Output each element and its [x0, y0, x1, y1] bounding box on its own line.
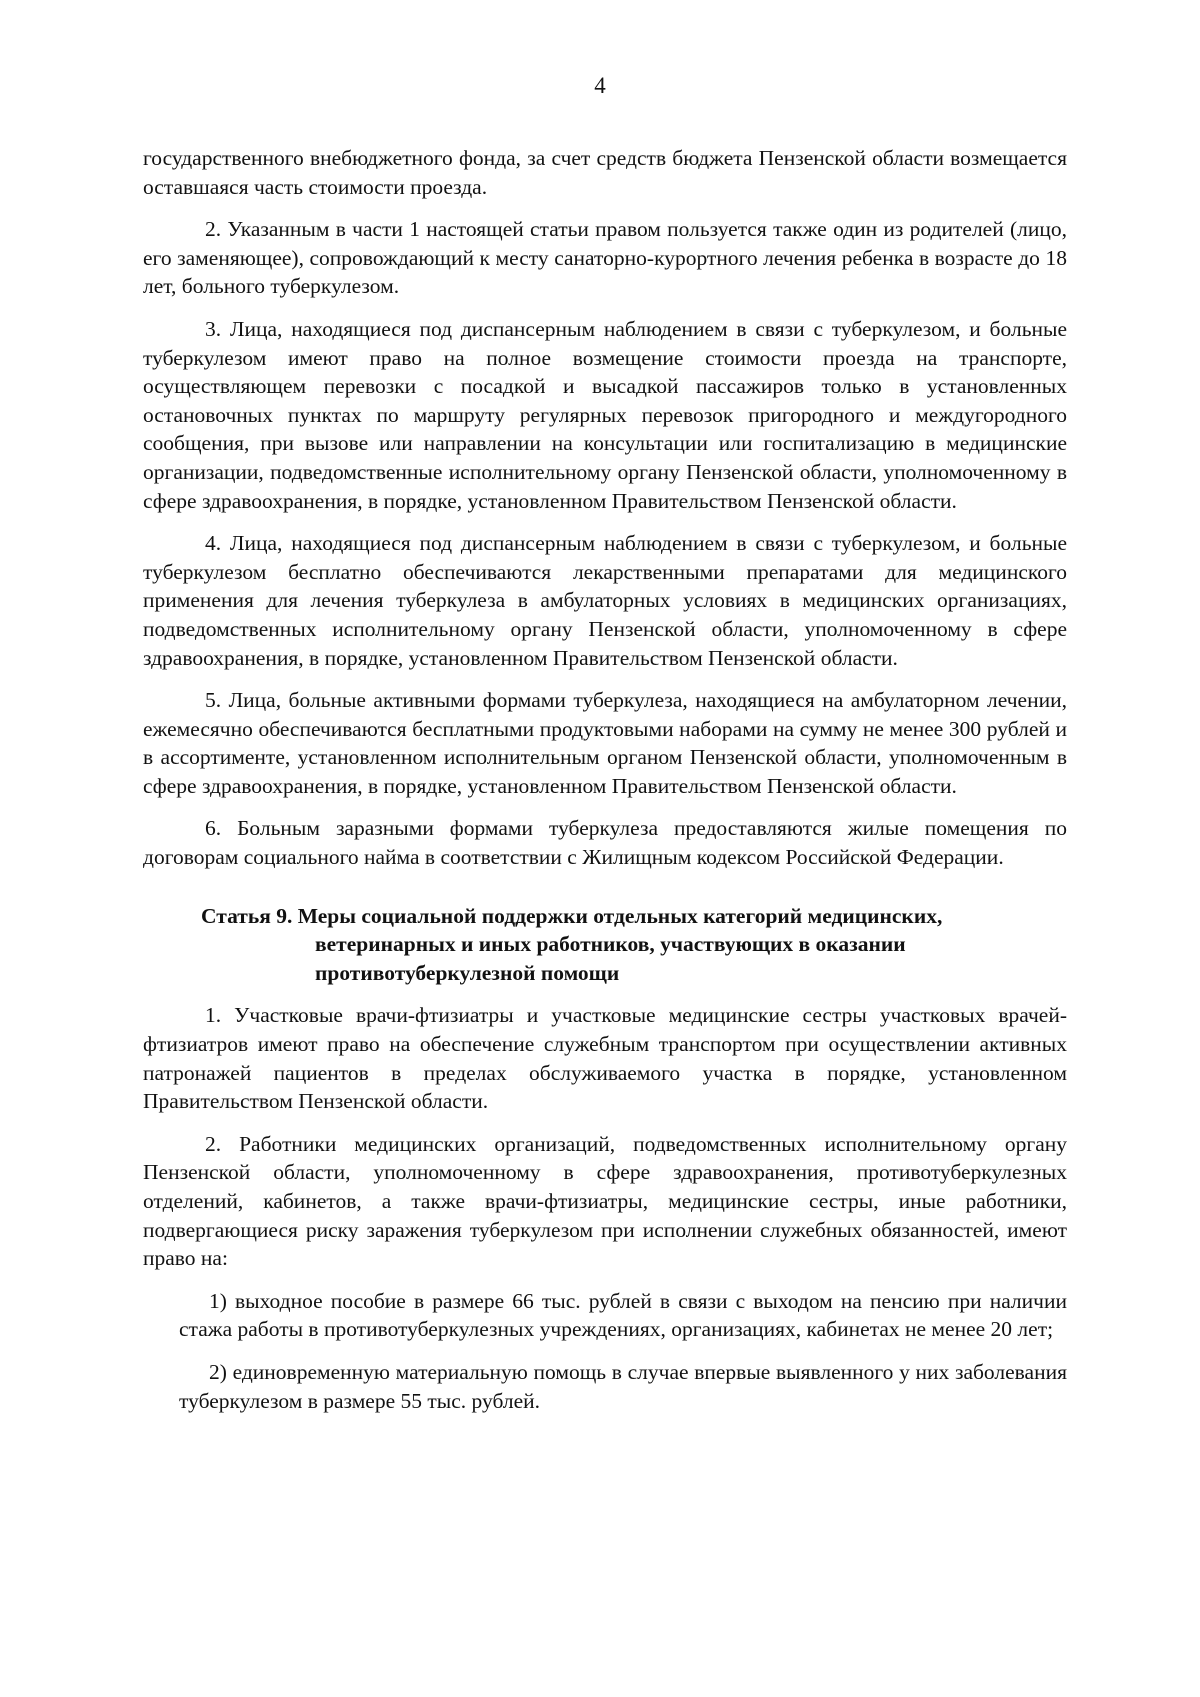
benefits-list [143, 1287, 1067, 1415]
paragraph-item-4: 4. Лица, находящиеся под диспансерным наблюдением в связи с туберкулезом, и больные туберкулезом бесплатно обеспечиваются лекарственными препаратами для медицинского применения для лечения туберкулеза в амбулаторных условиях в медицинских организациях, подведомственных исполнительному органу Пензенской области, уполномоченному в сфере здравоохранения, в порядке, установленном Правительством Пензенской области. [143, 531, 1067, 670]
paragraph-item-2: 2. Указанным в части 1 настоящей статьи правом пользуется также один из родителей (лицо, его заменяющее), сопровождающий к месту санаторно-курортного лечения ребенка в возрасте до 18 лет, больного туберкулезом. [143, 217, 1067, 299]
article-heading [143, 902, 1067, 988]
article-heading-line1: Статья 9. Меры социальной поддержки отдельных категорий медицинских, [201, 903, 943, 928]
paragraph-item-6: 6. Больным заразными формами туберкулеза предоставляются жилые помещения по договорам социального найма в соответствии с Жилищным кодексом Российской Федерации. [143, 816, 1067, 870]
list-item-2: 2) единовременную материальную помощь в случае впервые выявленного у них заболевания туберкулезом в размере 55 тыс. рублей. [179, 1359, 1067, 1413]
article-heading-rest: ветеринарных и иных работников, участвующих в оказании противотуберкулезной помощи [315, 932, 906, 985]
paragraph-item-3: 3. Лица, находящиеся под диспансерным наблюдением в связи с туберкулезом, и больные туберкулезом имеют право на полное возмещение стоимости проезда на транспорте, осуществляющем перевозки с посадкой и высадкой пассажиров только в установленных остановочных пунктах по маршруту регулярных перевозок пригородного и междугородного сообщения, при вызове или направлении на консультации или госпитализацию в медицинские организации, подведомственные исполнительному органу Пензенской области, уполномоченному в сфере здравоохранения, в порядке, установленном Правительством Пензенской области. [143, 316, 1067, 513]
list-item-1: 1) выходное пособие в размере 66 тыс. рублей в связи с выходом на пенсию при наличии стажа работы в противотуберкулезных учреждениях, организациях, кабинетах не менее 20 лет; [179, 1288, 1067, 1342]
article-paragraph-1: 1. Участковые врачи-фтизиатры и участковые медицинские сестры участковых врачей-фтизиатров имеют право на обеспечение служебным транспортом при осуществлении активных патронажей пациентов в пределах обслуживаемого участка в порядке, установленном Правительством Пензенской области. [143, 1003, 1067, 1114]
page-number: 4 [594, 73, 606, 98]
paragraph-item-5: 5. Лица, больные активными формами туберкулеза, находящиеся на амбулаторном лечении, ежемесячно обеспечиваются бесплатными продуктовыми наборами на сумму не менее 300 рублей и в ассортименте, установленном исполнительным органом Пензенской области, уполномоченным в сфере здравоохранения, в порядке, установленном Правительством Пензенской области. [143, 688, 1067, 798]
article-paragraph-2: 2. Работники медицинских организаций, подведомственных исполнительному органу Пензенской области, уполномоченному в сфере здравоохранения, противотуберкулезных отделений, кабинетов, а также врачи-фтизиатры, медицинские сестры, иные работники, подвергающиеся риску заражения туберкулезом при исполнении служебных обязанностей, имеют право на: [143, 1131, 1067, 1271]
paragraph-continuation: государственного внебюджетного фонда, за счет средств бюджета Пензенской области возмещается оставшаяся часть стоимости проезда. [143, 146, 1067, 199]
document-body [143, 144, 1067, 1429]
